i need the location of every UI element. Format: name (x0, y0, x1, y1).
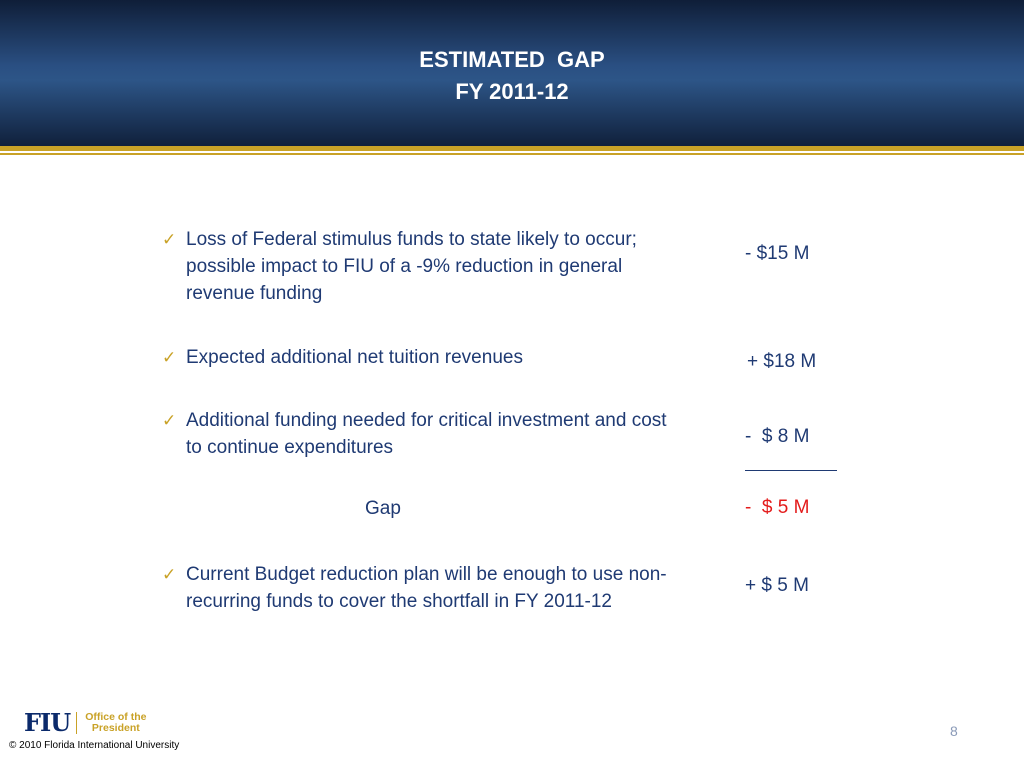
office-label-line1: Office of the (85, 710, 147, 723)
office-label (85, 712, 146, 734)
checkmark-icon: ✓ (162, 565, 177, 584)
bullet-item (162, 407, 682, 461)
logo-divider (76, 712, 77, 734)
page-number: 8 (950, 723, 958, 739)
gap-amount: - $ 5 M (745, 497, 810, 518)
bullet-text: Expected additional net tuition revenues (186, 347, 523, 368)
amount-value: + $18 M (747, 351, 817, 372)
checkmark-icon: ✓ (162, 230, 177, 249)
fiu-wordmark: FIU (24, 708, 71, 737)
checkmark-icon: ✓ (162, 348, 177, 367)
gap-label: Gap (365, 498, 401, 519)
office-label-line2: President (91, 721, 140, 734)
bullet-text: Additional funding needed for critical investment and cost to continue expenditures (186, 410, 667, 458)
slide-title-line1: ESTIMATED GAP (419, 47, 605, 72)
slide-title (0, 44, 1024, 108)
sum-underline (745, 470, 837, 471)
gold-divider (0, 146, 1024, 151)
amount-value: - $15 M (745, 243, 810, 264)
bullet-text: Loss of Federal stimulus funds to state likely to occur; possible impact to FIU of a -9% reduction in general revenue funding (186, 229, 637, 304)
amount-value: + $ 5 M (745, 575, 809, 596)
checkmark-icon: ✓ (162, 411, 177, 430)
amount-value: - $ 8 M (745, 426, 810, 447)
bullet-item (162, 226, 682, 307)
bullet-text: Current Budget reduction plan will be enough to use non-recurring funds to cover the shortfall in FY 2011-12 (186, 564, 667, 612)
slide-title-line2: FY 2011-12 (455, 79, 569, 104)
gold-divider-thin (0, 153, 1024, 155)
copyright-notice: © 2010 Florida International University (9, 740, 180, 751)
fiu-logo (24, 708, 146, 737)
bullet-item (162, 344, 682, 371)
bullet-item (162, 561, 682, 615)
